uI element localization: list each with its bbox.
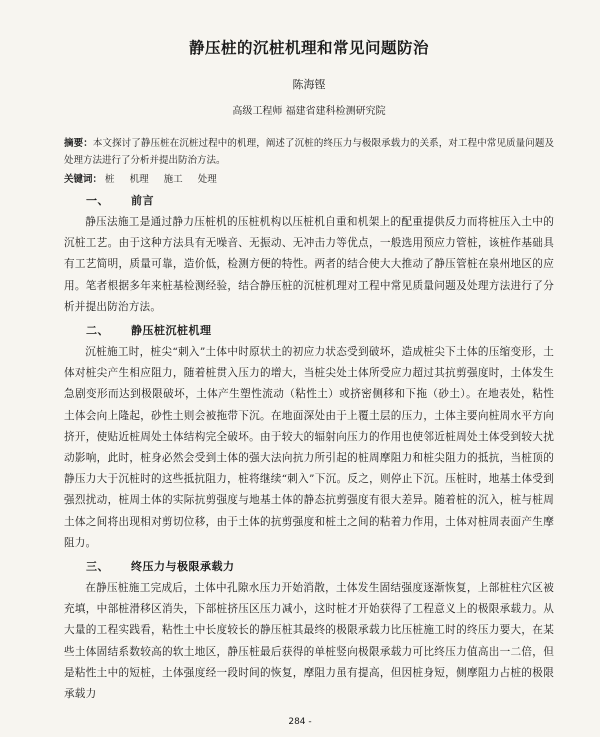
section-title: 前言 bbox=[131, 194, 154, 207]
page-number: 284 - bbox=[288, 717, 312, 727]
author-name: 陈海铿 bbox=[292, 78, 326, 91]
keyword: 桩 bbox=[105, 174, 115, 185]
section-1-paragraph: 静压法施工是通过静力压桩机的压桩机构以压桩机自重和机架上的配重提供反力而将桩压入土中的沉桩工艺。由于这种方法具有无噪音、无振动、无冲击力等优点，一般选用预应力管桩，该桩作基础具有工艺简明，质量可靠，造价低，检测方便的特性。两者的结合使大大推动了静压管桩在泉州地区的应用。笔者根据多年来桩基检测经验，结合静压桩的沉桩机理对工程中常见质量问题及处理方法进行了分析并提出防治方法。 bbox=[64, 216, 554, 313]
section-heading-3 bbox=[86, 558, 554, 574]
section-heading-2 bbox=[86, 322, 554, 338]
keywords bbox=[64, 171, 554, 188]
paper-title: 静压桩的沉桩机理和常见问题防治 bbox=[188, 39, 429, 57]
abstract-label: 摘要： bbox=[64, 138, 93, 149]
keyword: 机理 bbox=[129, 174, 149, 185]
section-title: 静压桩沉桩机理 bbox=[131, 324, 212, 338]
keyword: 处理 bbox=[197, 174, 217, 185]
author-affiliation: 高级工程师 福建省建科检测研究院 bbox=[232, 106, 386, 117]
section-number: 一、 bbox=[86, 194, 109, 207]
keywords-label: 关键词： bbox=[64, 174, 103, 185]
keyword: 施工 bbox=[163, 174, 183, 185]
section-2-paragraph: 沉桩施工时，桩尖“刺入”土体中时原状土的初应力状态受到破坏，造成桩尖下土体的压缩变形，土体对桩尖产生相应阻力，随着桩贯入压力的增大，当桩尖处土体所受应力超过其抗剪强度时，土体发生急剧变形而达到极限破坏，土体产生塑性流动（粘性土）或挤密侧移和下拖（砂土）。在地表处，粘性土体会向上隆起，砂性土则会被拖带下沉。在地面深处由于上覆土层的压力，土体主要向桩周水平方向挤开，使贴近桩周处土体结构完全破坏。由于较大的辐射向压力的作用也使邻近桩周处土体受到较大扰动影响，此时，桩身必然会受到土体的强大法向抗力所引起的桩周摩阻力和桩尖阻力的抵抗，当桩顶的静压力大于沉桩时的这些抵抗阻力，桩将继续“刺入”下沉。反之，则停止下沉。压桩时，地基土体受到强烈扰动，桩周土体的实际抗剪强度与地基土体的静态抗剪强度有很大差异。随着桩的沉入，桩与桩周土体之间将出现相对剪切位移，由于土体的抗剪强度和桩土之间的粘着力作用，土体对桩周表面产生摩阻力。 bbox=[64, 346, 554, 549]
section-title: 终压力与极限承载力 bbox=[131, 560, 235, 574]
section-number: 二、 bbox=[86, 324, 109, 338]
section-3-paragraph: 在静压桩施工完成后，土体中孔隙水压力开始消散，土体发生固结强度逐渐恢复，上部桩柱穴区被充填，中部桩滑移区消失，下部桩挤压区压力减小，这时桩才开始获得了工程意义上的极限承载力。从大量的工程实践看，粘性土中长度较长的静压桩其最终的极限承载力比压桩施工时的终压力要大，在某些土体固结系数较高的软土地区，静压桩最后获得的单桩竖向极限承载力可比终压力值高出一二倍，但是粘性土中的短桩，土体强度经一段时间的恢复，摩阻力虽有提高，但因桩身短，侧摩阻力占桩的极限承载力 bbox=[64, 582, 554, 701]
abstract-text: 本文探讨了静压桩在沉桩过程中的机理，阐述了沉桩的终压力与极限承载力的关系，对工程中常见质量问题及处理方法进行了分析并提出防治方法。 bbox=[64, 138, 554, 166]
abstract bbox=[64, 135, 554, 169]
section-heading-1 bbox=[86, 192, 554, 208]
section-number: 三、 bbox=[86, 560, 109, 574]
